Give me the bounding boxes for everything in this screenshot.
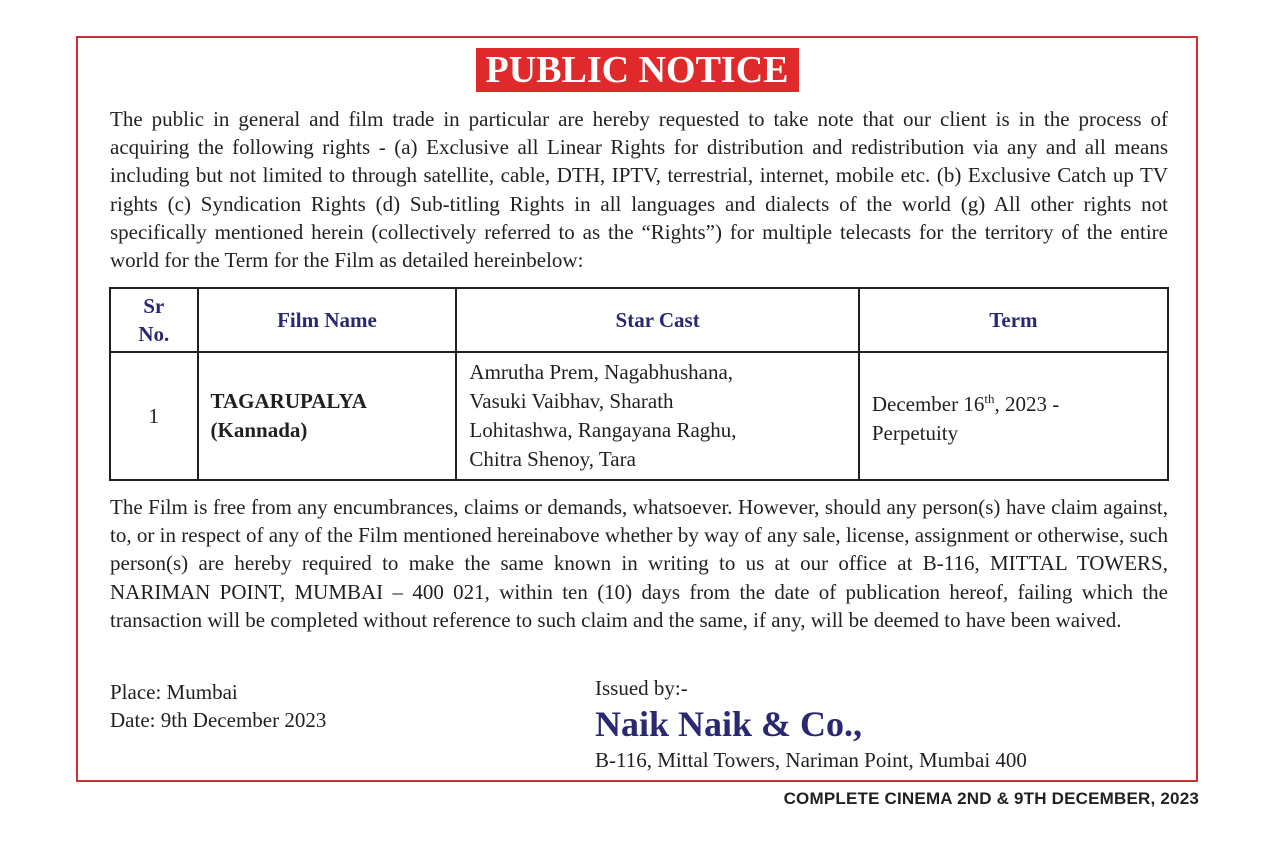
claims-paragraph: The Film is free from any encumbrances, claims or demands, whatsoever. However, should any person(s) have claim against, to, or in respect of any of the Film mentioned hereinabove whether by way of any sale, license, assignment or otherwise, such person(s) are hereby required to make the same known in writing to us at our office at B-116, MITTAL TOWERS, NARIMAN POINT, MUMBAI – 400 021, within ten (10) days from the date of publication hereof, failing which the transaction will be completed without reference to such claim and the same, if any, will be deemed to have been waived.	[110, 495, 1168, 632]
firm-address: B-116, Mittal Towers, Nariman Point, Mumbai 400	[595, 748, 1027, 772]
term-date: December 16	[871, 392, 985, 416]
cell-film-name	[198, 352, 457, 480]
term-date-rest: , 2023 -	[994, 392, 1060, 416]
cast-line: Lohitashwa, Rangayana Raghu,	[469, 418, 737, 442]
cell-star-cast	[456, 352, 858, 480]
intro-paragraph: The public in general and film trade in particular are hereby requested to take note that our client is in the process of acquiring the following rights - (a) Exclusive all Linear Rights for distribution and redistribution via any and all means including but not limited to through satellite, cable, DTH, IPTV, terrestrial, internet, mobile etc. (b) Exclusive Catch up TV rights (c) Syndication Rights (d) Sub-titling Rights in all languages and dialects of the world (g) All other rights not specifically mentioned herein (collectively referred to as the “Rights”) for multiple telecasts for the territory of the entire world for the Term for the Film as detailed hereinbelow:	[110, 107, 1168, 273]
header-sr-no	[110, 288, 198, 352]
place-date-block	[110, 678, 326, 734]
firm-name: Naik Naik & Co.,	[595, 704, 863, 744]
header-star-cast: Star Cast	[456, 288, 858, 352]
publication-source: COMPLETE CINEMA 2ND & 9TH DECEMBER, 2023	[783, 789, 1199, 808]
title-wrap	[78, 48, 1196, 92]
term-perpetuity: Perpetuity	[871, 421, 959, 445]
film-language: (Kannada)	[210, 418, 308, 442]
cast-line: Amrutha Prem, Nagabhushana,	[469, 360, 734, 384]
public-notice-box	[76, 36, 1198, 782]
issuer-block	[595, 674, 1027, 774]
cell-term	[859, 352, 1168, 480]
cast-line: Chitra Shenoy, Tara	[469, 447, 636, 471]
header-term: Term	[859, 288, 1168, 352]
header-film-name: Film Name	[198, 288, 457, 352]
notice-title: PUBLIC NOTICE	[476, 48, 799, 92]
table-row	[110, 352, 1168, 480]
film-table	[109, 287, 1169, 481]
cell-sr: 1	[110, 352, 198, 480]
place-text: Place: Mumbai	[110, 680, 238, 704]
term-date-suffix: th	[984, 391, 995, 406]
header-sr-line2: No.	[138, 322, 170, 346]
date-text: Date: 9th December 2023	[110, 708, 327, 732]
issued-by-label: Issued by:-	[595, 676, 688, 700]
table-header-row	[110, 288, 1168, 352]
cast-line: Vasuki Vaibhav, Sharath	[469, 389, 674, 413]
header-sr-line1: Sr	[143, 294, 165, 318]
film-title: TAGARUPALYA	[210, 389, 367, 413]
